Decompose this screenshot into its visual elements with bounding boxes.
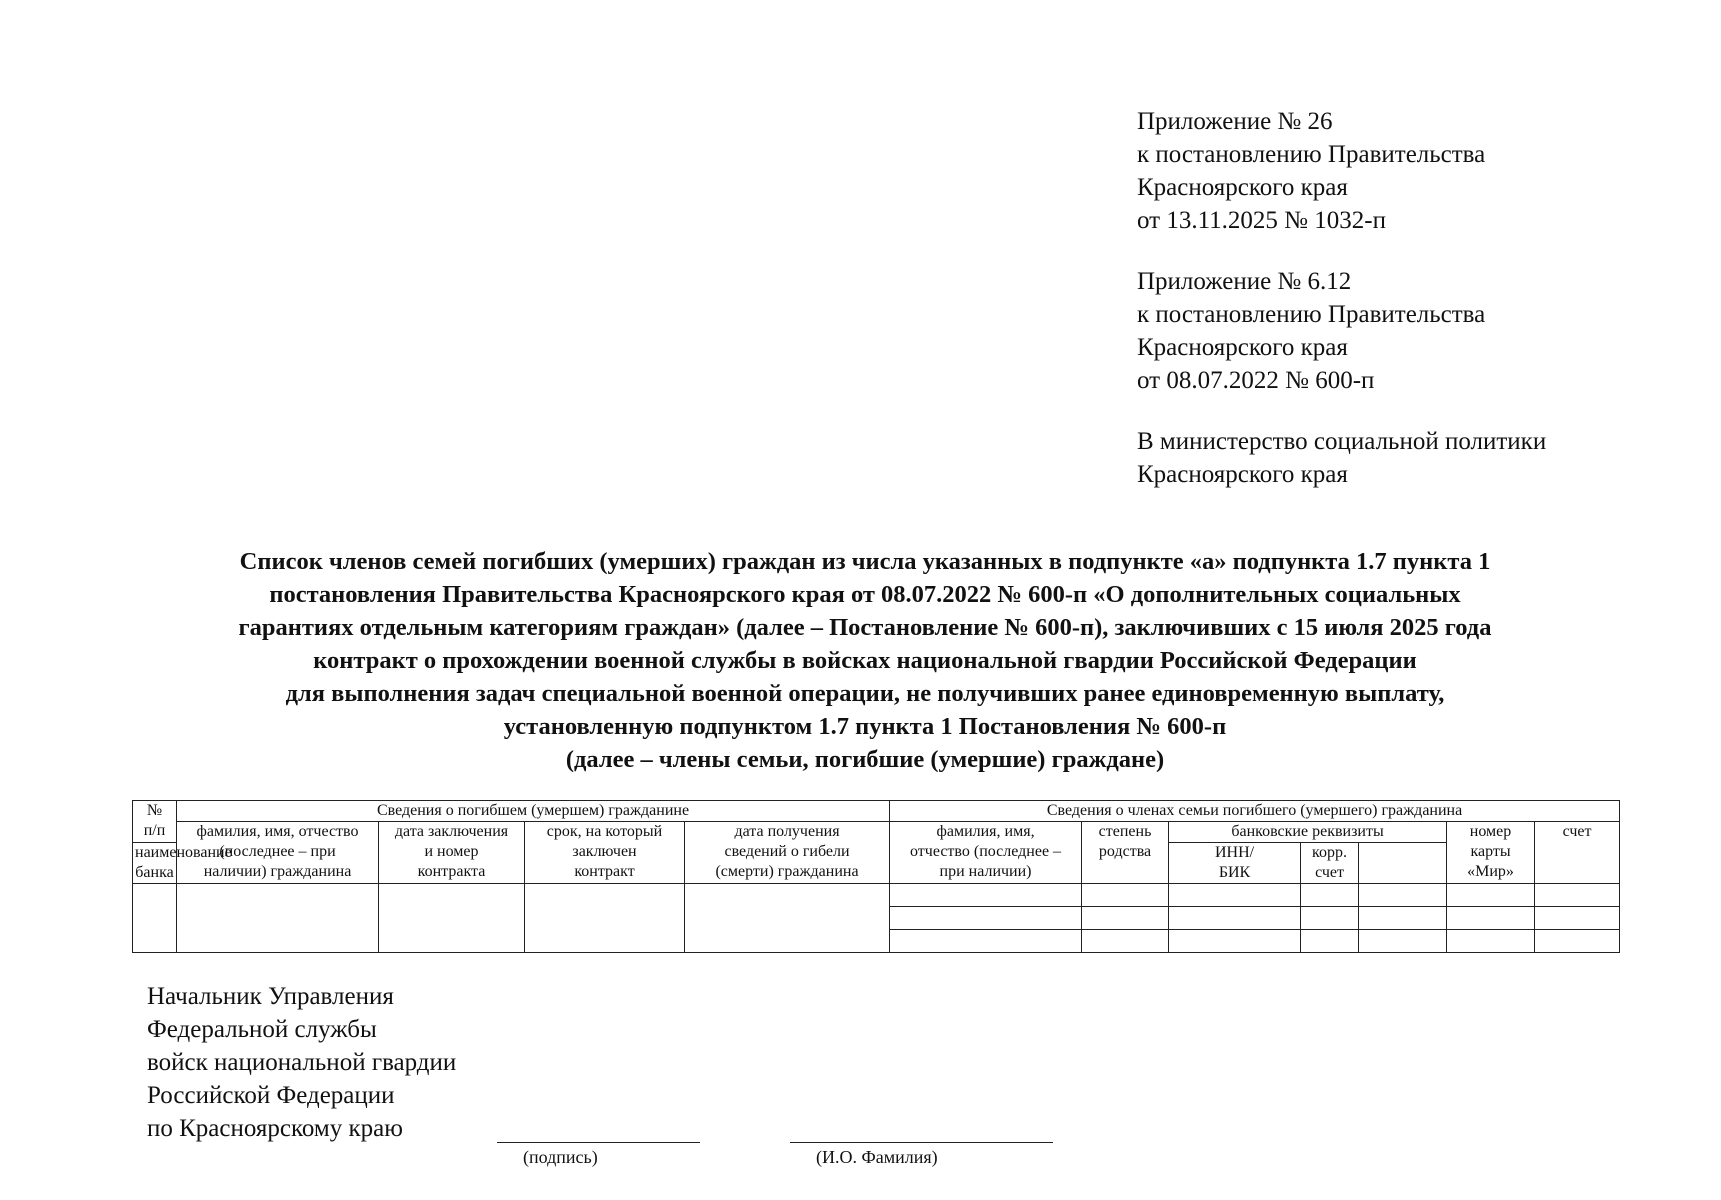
title-line: контракт о прохождении военной службы в войсках национальной гвардии Российской Федерации <box>313 647 1417 674</box>
header-text: фамилия, имя, отчество <box>196 823 359 840</box>
document-title <box>120 545 1610 776</box>
header-text: (смерти) гражданина <box>715 863 859 880</box>
appendix-line: Приложение № 6.12 <box>1137 268 1352 295</box>
table-cell <box>1535 930 1620 953</box>
header-text: контракт <box>574 863 635 880</box>
appendix-line: Красноярского края <box>1137 174 1348 201</box>
table-cell <box>1169 930 1301 953</box>
header-corr-account <box>1301 843 1359 884</box>
table-cell <box>1082 930 1169 953</box>
table-cell <box>1082 884 1169 907</box>
header-group-deceased: Сведения о погибшем (умершем) гражданине <box>177 801 890 822</box>
header-text: банка <box>135 864 174 881</box>
table-cell <box>1447 930 1535 953</box>
header-text: «Мир» <box>1467 863 1514 880</box>
title-line: постановления Правительства Красноярского края от 08.07.2022 № 600-п «О дополнительных социальных <box>269 581 1461 608</box>
header-contract-term <box>525 822 685 884</box>
table-cell <box>1169 884 1301 907</box>
header-text: при наличии) <box>939 863 1032 880</box>
table-cell <box>1301 930 1359 953</box>
header-text: дата заключения <box>394 823 509 840</box>
title-line: Список членов семей погибших (умерших) граждан из числа указанных в подпункте «а» подпункта 1.7 пункта 1 <box>239 548 1491 575</box>
header-text: № <box>146 802 163 819</box>
appendix-line: к постановлению Правительства <box>1137 141 1486 168</box>
header-text: наименование <box>135 844 232 861</box>
name-line <box>790 1142 1053 1143</box>
header-text: заключен <box>572 843 637 860</box>
table-cell <box>1301 907 1359 930</box>
header-family-fio <box>890 822 1082 884</box>
appendix-line: Красноярского края <box>1137 334 1348 361</box>
title-line: (далее – члены семьи, погибшие (умершие) граждане) <box>565 746 1165 773</box>
appendix-26-block <box>1137 105 1485 237</box>
header-number <box>133 801 177 843</box>
header-text: номер <box>1469 823 1512 840</box>
header-text: и номер <box>424 843 479 860</box>
table-cell <box>890 884 1082 907</box>
header-text: дата получения <box>734 823 840 840</box>
table-cell <box>1535 884 1620 907</box>
signature-line <box>497 1142 700 1143</box>
table-cell <box>685 884 890 953</box>
appendix-line: Приложение № 26 <box>1137 108 1333 135</box>
header-text: контракта <box>417 863 486 880</box>
signer-line: войск национальной гвардии <box>147 1049 457 1076</box>
table-cell <box>1359 907 1447 930</box>
title-line: гарантиях отдельным категориям граждан» (далее – Постановление № 600-п), заключивших с 15 июля 2025 года <box>238 614 1492 641</box>
table-cell <box>890 930 1082 953</box>
header-text: п/п <box>143 822 166 839</box>
title-line: для выполнения задач специальной военной операции, не получивших ранее единовременную выплату, <box>285 680 1445 707</box>
table-cell <box>1082 907 1169 930</box>
header-text: корр. <box>1312 844 1348 861</box>
appendix-line: от 08.07.2022 № 600-п <box>1137 367 1375 394</box>
table-cell <box>525 884 685 953</box>
signer-line: Начальник Управления <box>147 983 394 1010</box>
header-text: карты <box>1470 843 1511 860</box>
header-bank-name <box>133 843 232 884</box>
table-cell <box>1301 884 1359 907</box>
table-cell <box>890 907 1082 930</box>
header-group-family: Сведения о членах семьи погибшего (умершего) гражданина <box>890 801 1620 822</box>
header-contract-date <box>379 822 525 884</box>
signer-line: Российской Федерации <box>147 1082 395 1109</box>
name-caption: (И.О. Фамилия) <box>816 1147 938 1167</box>
table-cell <box>1359 930 1447 953</box>
header-text: отчество (последнее – <box>910 843 1062 860</box>
header-text: срок, на который <box>546 823 663 840</box>
title-line: установленную подпунктом 1.7 пункта 1 Постановления № 600-п <box>503 713 1227 740</box>
table-cell <box>379 884 525 953</box>
table-cell <box>1535 907 1620 930</box>
header-death-info-date <box>685 822 890 884</box>
signer-line: по Красноярскому краю <box>147 1115 403 1142</box>
table-cell <box>177 884 379 953</box>
table-row <box>133 884 1620 907</box>
table-cell <box>1359 884 1447 907</box>
header-mir-card <box>1447 822 1535 884</box>
addressee-line: Красноярского края <box>1137 461 1348 488</box>
header-account: счет <box>1535 822 1620 884</box>
header-text: ИНН/ <box>1214 844 1255 861</box>
signer-block <box>147 980 456 1145</box>
header-text: счет <box>1315 864 1344 881</box>
appendix-line: от 13.11.2025 № 1032-п <box>1137 207 1386 234</box>
table-cell <box>1447 907 1535 930</box>
table-cell <box>1447 884 1535 907</box>
header-bank-details: банковские реквизиты <box>1169 822 1447 843</box>
header-text: фамилия, имя, <box>936 823 1035 840</box>
header-text: наличии) гражданина <box>203 863 352 880</box>
header-text: (последнее – при <box>219 843 336 860</box>
signature-caption: (подпись) <box>523 1147 598 1167</box>
header-text: БИК <box>1218 864 1251 881</box>
table-cell <box>133 884 177 953</box>
header-kinship <box>1082 822 1169 884</box>
header-text: степень <box>1098 823 1152 840</box>
signer-line: Федеральной службы <box>147 1016 377 1043</box>
addressee-line: В министерство социальной политики <box>1137 428 1547 455</box>
appendix-612-block <box>1137 265 1485 397</box>
header-text: сведений о гибели <box>724 843 850 860</box>
family-members-table <box>132 800 1620 953</box>
appendix-line: к постановлению Правительства <box>1137 301 1486 328</box>
addressee-block <box>1137 425 1546 491</box>
header-inn-bik <box>1169 843 1301 884</box>
table-cell <box>1169 907 1301 930</box>
header-text: родства <box>1098 843 1152 860</box>
